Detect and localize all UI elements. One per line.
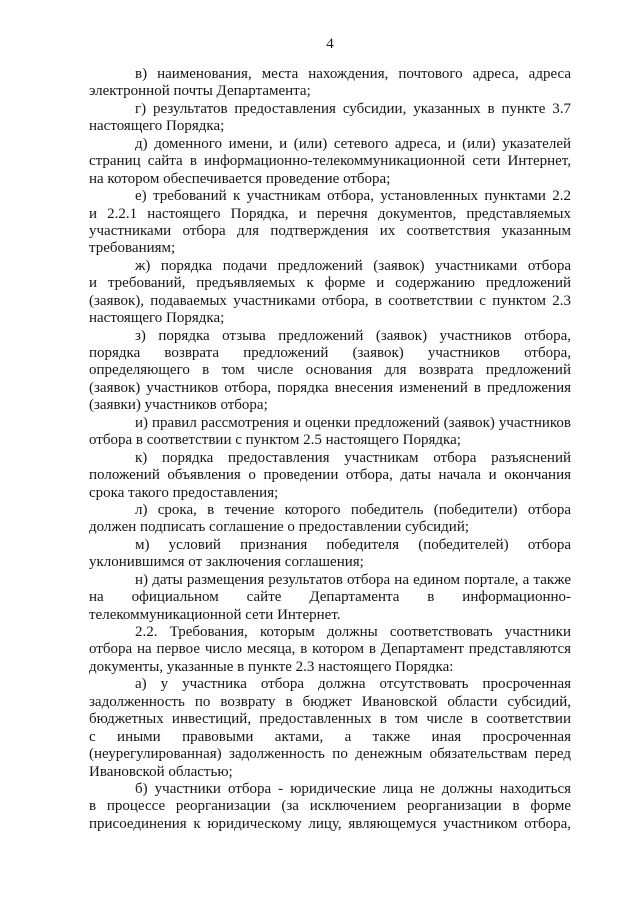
paragraph bbox=[89, 450, 571, 502]
text-line: положений объявления о проведении отбора, даты начала и окончания bbox=[89, 467, 571, 484]
text-line: бюджетных инвестиций, предоставленных в том числе в соответствии bbox=[89, 711, 571, 728]
paragraph bbox=[89, 101, 571, 136]
paragraph bbox=[89, 188, 571, 258]
text-line: должен подписать соглашение о предоставлении субсидий; bbox=[89, 519, 470, 536]
text-line: г) результатов предоставления субсидии, указанных в пункте 3.7 bbox=[135, 100, 571, 117]
paragraph bbox=[89, 258, 571, 328]
text-line: м) условий признания победителя (победителей) отбора bbox=[135, 536, 571, 553]
text-line: к) порядка предоставления участникам отбора разъяснений bbox=[135, 449, 571, 466]
text-line: и 2.2.1 настоящего Порядка, и перечня документов, представляемых bbox=[89, 205, 571, 222]
text-line: Ивановской областью; bbox=[89, 763, 233, 780]
paragraph bbox=[89, 136, 571, 188]
text-line: настоящего Порядка; bbox=[89, 118, 225, 135]
text-line: д) доменного имени, и (или) сетевого адреса, и (или) указателей bbox=[135, 135, 571, 152]
text-line: настоящего Порядка; bbox=[89, 310, 225, 327]
text-line: определяющего в том числе основания для возврата предложений bbox=[89, 362, 571, 379]
text-line: документы, указанные в пункте 2.3 настоящего Порядка: bbox=[89, 658, 454, 675]
text-line: отбора в соответствии с пунктом 2.5 настоящего Порядка; bbox=[89, 432, 461, 449]
text-line: б) участники отбора - юридические лица не должны находиться bbox=[135, 780, 571, 797]
paragraph bbox=[89, 537, 571, 572]
text-line: задолженность по возврату в бюджет Ивановской области субсидий, bbox=[89, 693, 571, 710]
paragraph bbox=[89, 572, 571, 624]
text-line: телекоммуникационной сети Интернет. bbox=[89, 606, 341, 623]
paragraph bbox=[89, 781, 571, 833]
text-line: на котором обеспечивается проведение отбора; bbox=[89, 170, 391, 187]
text-line: 2.2. Требования, которым должны соответствовать участники bbox=[135, 624, 571, 640]
text-line: (неурегулированная) задолженность по денежным обязательствам перед bbox=[89, 746, 571, 763]
text-line: ж) порядка подачи предложений (заявок) участниками отбора bbox=[135, 257, 571, 274]
text-line: з) порядка отзыва предложений (заявок) участников отбора, bbox=[135, 327, 571, 344]
text-line: л) срока, в течение которого победитель (победители) отбора bbox=[135, 501, 571, 518]
text-line: и) правил рассмотрения и оценки предложений (заявок) участников bbox=[135, 414, 571, 431]
paragraph bbox=[89, 415, 571, 450]
text-line: с иными правовыми актами, а также иная просроченная bbox=[89, 728, 571, 745]
text-line: отбора на первое число месяца, в котором в Департамент представляются bbox=[89, 641, 571, 658]
text-line: (заявок) участников отбора, порядка внесения изменений в предложения bbox=[89, 379, 571, 396]
text-line: а) у участника отбора должна отсутствовать просроченная bbox=[135, 676, 571, 693]
text-line: порядка возврата предложений (заявок) участников отбора, bbox=[89, 345, 571, 361]
text-line: в) наименования, места нахождения, почтового адреса, адреса bbox=[135, 66, 571, 82]
text-line: электронной почты Департамента; bbox=[89, 83, 311, 100]
text-line: (заявки) участников отбора; bbox=[89, 397, 268, 414]
text-line: н) даты размещения результатов отбора на едином портале, а также bbox=[135, 571, 571, 588]
paragraph bbox=[89, 66, 571, 101]
paragraph bbox=[89, 676, 571, 781]
text-line: срока такого предоставления; bbox=[89, 484, 279, 501]
document-body bbox=[89, 66, 571, 833]
paragraph bbox=[89, 328, 571, 415]
text-line: (заявок), подаваемых участниками отбора, в соответствии с пунктом 2.3 bbox=[89, 292, 571, 309]
text-line: уклонившимся от заключения соглашения; bbox=[89, 554, 364, 571]
text-line: е) требований к участникам отбора, установленных пунктами 2.2 bbox=[135, 188, 571, 205]
paragraph bbox=[89, 624, 571, 676]
text-line: присоединения к юридическому лицу, являющемуся участником отбора, bbox=[89, 815, 571, 832]
text-line: и требований, предъявляемых к форме и содержанию предложений bbox=[89, 275, 571, 292]
text-line: страниц сайта в информационно-телекоммуникационной сети Интернет, bbox=[89, 153, 571, 170]
text-line: в процессе реорганизации (за исключением реорганизации в форме bbox=[89, 798, 571, 815]
text-line: требованиям; bbox=[89, 240, 176, 257]
text-line: участниками отбора для подтверждения их соответствия указанным bbox=[89, 222, 571, 239]
paragraph bbox=[89, 502, 571, 537]
text-line: на официальном сайте Департамента в информационно- bbox=[89, 589, 571, 606]
page-number: 4 bbox=[326, 36, 334, 52]
